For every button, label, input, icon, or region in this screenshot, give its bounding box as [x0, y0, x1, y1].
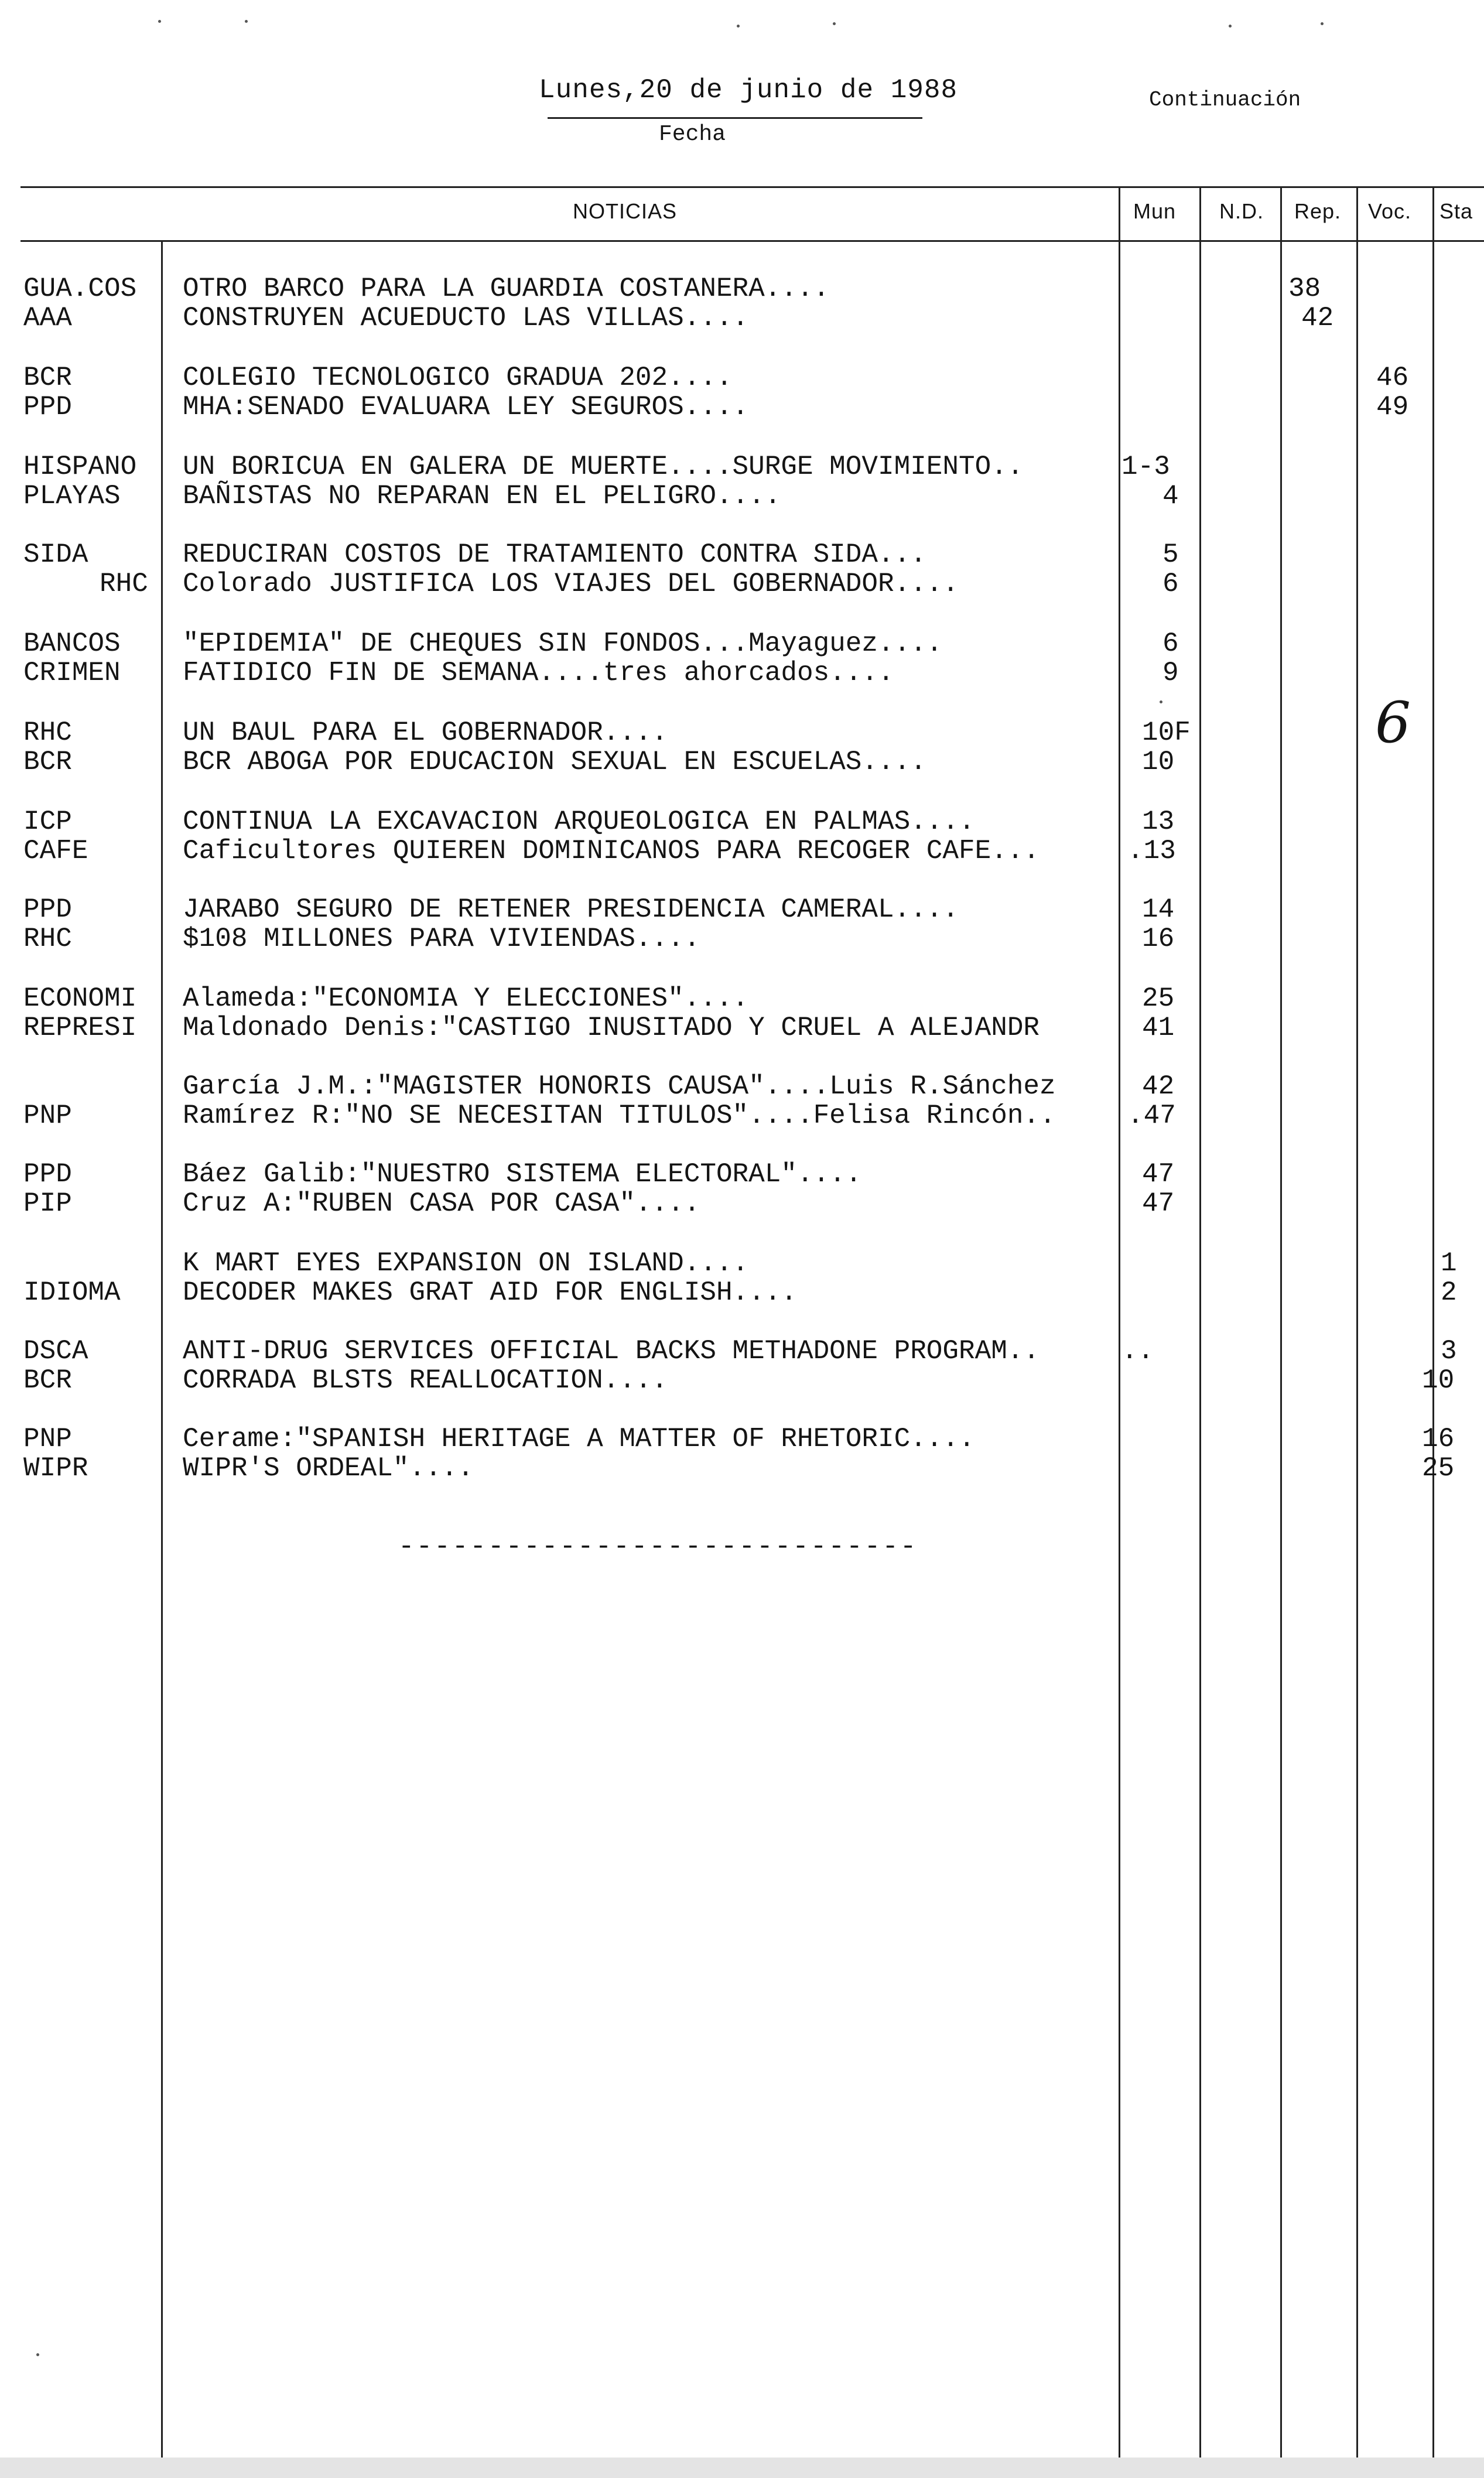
- table-row: [0, 481, 1484, 511]
- table-header-rule: [20, 240, 1484, 242]
- row-title: BAÑISTAS NO REPARAN EN EL PELIGRO....: [183, 481, 781, 511]
- scan-speck: [1160, 700, 1162, 703]
- row-code: ICP: [23, 806, 72, 837]
- column-divider-mun: [1119, 186, 1120, 2478]
- scan-speck: [737, 25, 740, 28]
- row-title: Cruz A:"RUBEN CASA POR CASA"....: [183, 1188, 700, 1219]
- row-sta: 3: [1441, 1336, 1457, 1366]
- column-header-nd: N.D.: [1219, 199, 1264, 223]
- row-mun: 14: [1142, 894, 1175, 925]
- row-sta: 2: [1441, 1277, 1457, 1308]
- row-sta: 1: [1441, 1248, 1457, 1279]
- table-row: [0, 1189, 1484, 1218]
- row-code: CRIMEN: [23, 658, 121, 688]
- row-mun: 41: [1142, 1013, 1175, 1043]
- scan-bottom-band: [0, 2458, 1484, 2478]
- row-mun: 13: [1142, 806, 1175, 837]
- row-code: REPRESI: [23, 1013, 137, 1043]
- row-title: CORRADA BLSTS REALLOCATION....: [183, 1365, 668, 1396]
- row-mun: .13: [1127, 836, 1176, 866]
- table-row: [0, 658, 1484, 688]
- row-code: PNP: [23, 1424, 72, 1454]
- row-title: Alameda:"ECONOMIA Y ELECCIONES"....: [183, 983, 749, 1014]
- row-code: PNP: [23, 1100, 72, 1131]
- row-title: MHA:SENADO EVALUARA LEY SEGUROS....: [183, 392, 749, 422]
- table-row: [0, 1366, 1484, 1395]
- table-row: [0, 747, 1484, 777]
- table-row: [0, 895, 1484, 924]
- row-title: García J.M.:"MAGISTER HONORIS CAUSA"....Luis R.Sánchez: [183, 1071, 1056, 1102]
- table-row: [0, 303, 1484, 333]
- row-code: SIDA: [23, 539, 88, 570]
- row-code: PIP: [23, 1188, 72, 1219]
- row-sta: 10: [1422, 1365, 1455, 1396]
- row-voc: 49: [1376, 392, 1409, 422]
- row-title: WIPR'S ORDEAL"....: [183, 1453, 474, 1484]
- row-title: K MART EYES EXPANSION ON ISLAND....: [183, 1248, 749, 1279]
- column-divider-sta: [1432, 186, 1434, 2478]
- row-voc: 46: [1376, 363, 1409, 393]
- date-label: Fecha: [659, 122, 726, 147]
- row-code: PPD: [23, 894, 72, 925]
- row-code: AAA: [23, 303, 72, 333]
- table-row: [0, 718, 1484, 747]
- row-title: COLEGIO TECNOLOGICO GRADUA 202....: [183, 363, 733, 393]
- column-divider-rep: [1280, 186, 1282, 2478]
- row-mun: ..: [1121, 1336, 1154, 1366]
- row-title: Maldonado Denis:"CASTIGO INUSITADO Y CRUEL A ALEJANDR: [183, 1013, 1040, 1043]
- row-code: DSCA: [23, 1336, 88, 1366]
- row-code: PPD: [23, 1159, 72, 1190]
- row-title: DECODER MAKES GRAT AID FOR ENGLISH....: [183, 1277, 797, 1308]
- row-code: BCR: [23, 363, 72, 393]
- row-code: PPD: [23, 392, 72, 422]
- table-row: [0, 392, 1484, 422]
- scan-speck: [158, 20, 161, 23]
- scan-speck: [36, 2353, 39, 2356]
- row-code: RHC: [23, 717, 72, 748]
- scan-speck: [833, 22, 836, 25]
- row-title: Ramírez R:"NO SE NECESITAN TITULOS"....Felisa Rincón..: [183, 1100, 1056, 1131]
- table-row: [0, 1249, 1484, 1278]
- row-mun: 5: [1162, 539, 1179, 570]
- row-sta: 25: [1422, 1453, 1455, 1484]
- table-row: [0, 836, 1484, 866]
- row-sta: 16: [1422, 1424, 1455, 1454]
- table-top-rule: [20, 186, 1484, 188]
- column-header-mun: Mun: [1133, 199, 1177, 223]
- row-title: UN BORICUA EN GALERA DE MUERTE....SURGE MOVIMIENTO..: [183, 452, 1024, 482]
- row-mun: 1-3: [1121, 452, 1170, 482]
- row-mun: 6: [1162, 628, 1179, 659]
- row-title: UN BAUL PARA EL GOBERNADOR....: [183, 717, 668, 748]
- table-row: [0, 274, 1484, 303]
- scan-speck: [1229, 25, 1232, 28]
- table-row: [0, 1160, 1484, 1189]
- row-mun: 16: [1142, 924, 1175, 954]
- row-mun: 42: [1142, 1071, 1175, 1102]
- row-rep: 42: [1301, 303, 1334, 333]
- table-row: [0, 1013, 1484, 1043]
- row-title: BCR ABOGA POR EDUCACION SEXUAL EN ESCUELAS....: [183, 747, 926, 777]
- row-title: $108 MILLONES PARA VIVIENDAS....: [183, 924, 700, 954]
- table-row: [0, 629, 1484, 658]
- table-row: [0, 363, 1484, 392]
- row-code: HISPANO: [23, 452, 137, 482]
- column-header-noticias: NOTICIAS: [573, 199, 678, 223]
- row-code: PLAYAS: [23, 481, 121, 511]
- row-title: ANTI-DRUG SERVICES OFFICIAL BACKS METHADONE PROGRAM..: [183, 1336, 1040, 1366]
- row-code: ECONOMI: [23, 983, 137, 1014]
- table-row: [0, 569, 1484, 599]
- row-code: GUA.COS: [23, 274, 137, 304]
- table-row: [0, 807, 1484, 836]
- scan-speck: [1321, 22, 1324, 25]
- table-row: [0, 984, 1484, 1013]
- row-code: BCR: [23, 747, 72, 777]
- date-underline: [548, 117, 922, 119]
- row-title: Cerame:"SPANISH HERITAGE A MATTER OF RHETORIC....: [183, 1424, 975, 1454]
- row-mun: 47: [1142, 1188, 1175, 1219]
- row-code: RHC: [100, 569, 148, 599]
- table-row: [0, 1072, 1484, 1101]
- table-row: [0, 540, 1484, 569]
- row-code: IDIOMA: [23, 1277, 121, 1308]
- row-title: OTRO BARCO PARA LA GUARDIA COSTANERA....: [183, 274, 830, 304]
- row-title: "EPIDEMIA" DE CHEQUES SIN FONDOS...Mayaguez....: [183, 628, 943, 659]
- table-row: [0, 1337, 1484, 1366]
- row-code: RHC: [23, 924, 72, 954]
- row-mun: 10F: [1142, 717, 1191, 748]
- row-mun: 25: [1142, 983, 1175, 1014]
- row-code: BANCOS: [23, 628, 121, 659]
- row-mun: 10: [1142, 747, 1175, 777]
- row-title: CONTINUA LA EXCAVACION ARQUEOLOGICA EN PALMAS....: [183, 806, 975, 837]
- row-code: CAFE: [23, 836, 88, 866]
- row-title: FATIDICO FIN DE SEMANA....tres ahorcados....: [183, 658, 894, 688]
- table-row: [0, 1278, 1484, 1307]
- column-header-voc: Voc.: [1368, 199, 1412, 223]
- continuation-label: Continuación: [1149, 88, 1301, 112]
- row-code: BCR: [23, 1365, 72, 1396]
- row-mun: 47: [1142, 1159, 1175, 1190]
- column-divider-voc: [1356, 186, 1358, 2478]
- row-mun: .47: [1127, 1100, 1176, 1131]
- row-mun: 4: [1162, 481, 1179, 511]
- scan-speck: [245, 20, 248, 23]
- row-title: REDUCIRAN COSTOS DE TRATAMIENTO CONTRA SIDA...: [183, 539, 926, 570]
- table-row: [0, 452, 1484, 481]
- row-title: JARABO SEGURO DE RETENER PRESIDENCIA CAMERAL....: [183, 894, 959, 925]
- table-row: [0, 1454, 1484, 1483]
- column-header-rep: Rep.: [1294, 199, 1342, 223]
- row-mun: 9: [1162, 658, 1179, 688]
- report-date: Lunes,20 de junio de 1988: [539, 75, 958, 105]
- row-rep: 38: [1288, 274, 1321, 304]
- row-title: Colorado JUSTIFICA LOS VIAJES DEL GOBERNADOR....: [183, 569, 959, 599]
- column-header-sta: Sta: [1439, 199, 1473, 223]
- row-title: Báez Galib:"NUESTRO SISTEMA ELECTORAL"....: [183, 1159, 862, 1190]
- handwritten-mark: 6: [1375, 690, 1411, 756]
- end-rule: -----------------------------: [398, 1532, 918, 1562]
- column-divider-nd: [1199, 186, 1201, 2478]
- row-title: CONSTRUYEN ACUEDUCTO LAS VILLAS....: [183, 303, 749, 333]
- row-title: Caficultores QUIEREN DOMINICANOS PARA RECOGER CAFE...: [183, 836, 1040, 866]
- table-row: [0, 1424, 1484, 1454]
- table-row: [0, 924, 1484, 953]
- table-row: [0, 1101, 1484, 1130]
- row-mun: 6: [1162, 569, 1179, 599]
- row-code: WIPR: [23, 1453, 88, 1484]
